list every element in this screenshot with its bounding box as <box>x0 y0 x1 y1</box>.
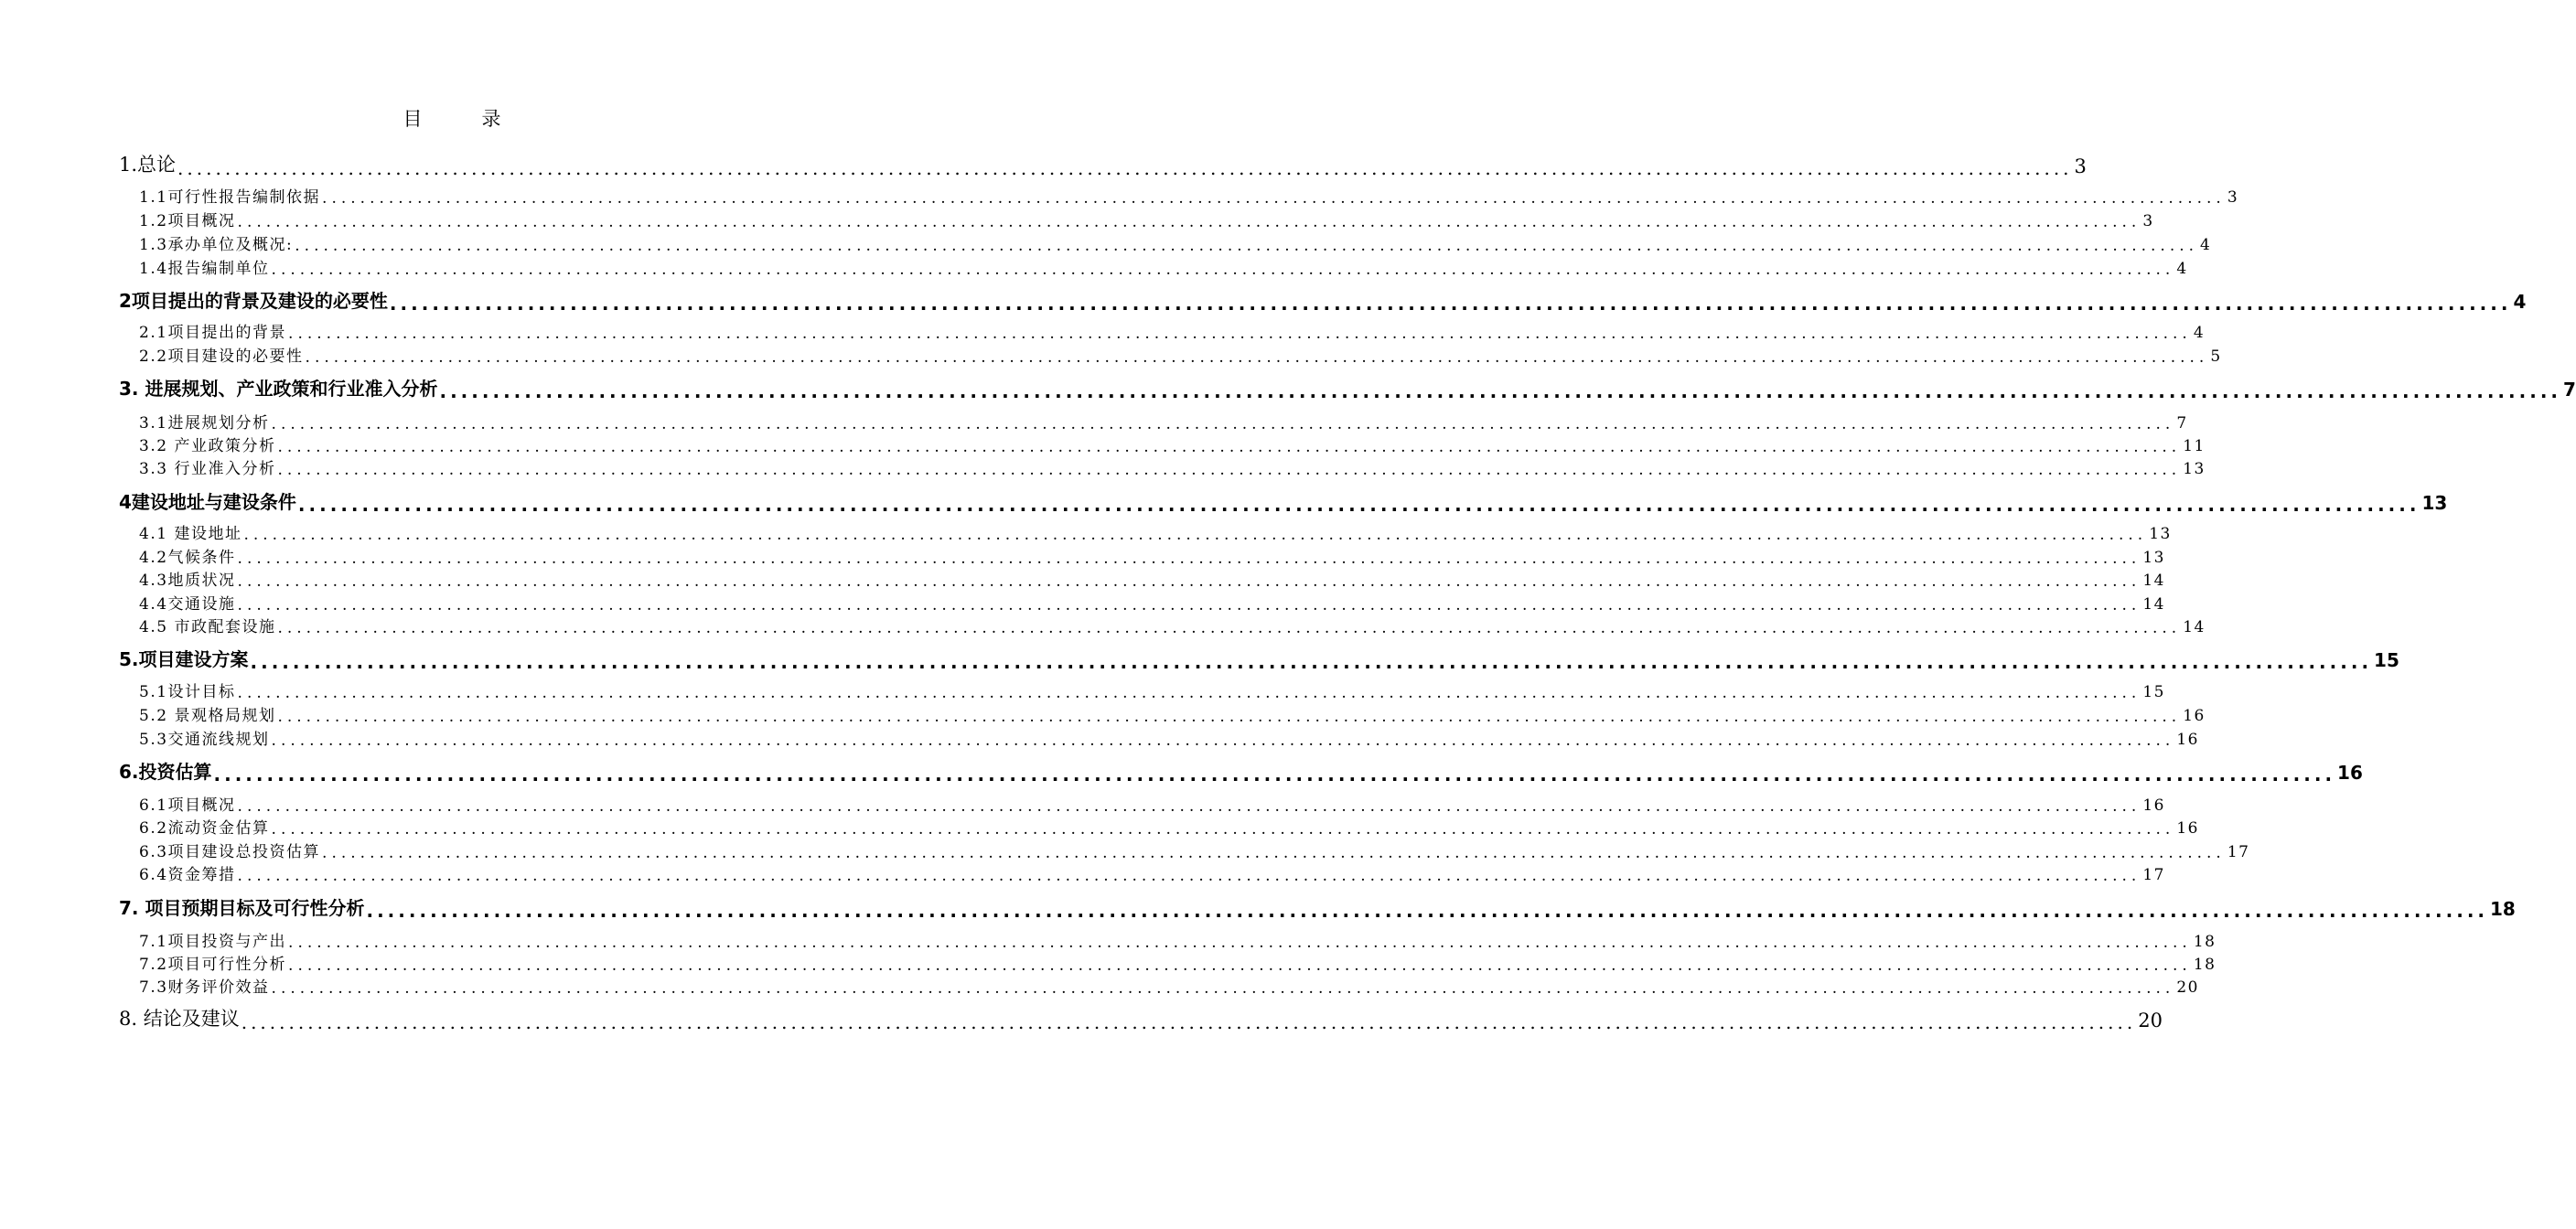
toc-dot-leader: ........................................................................................................................................................................................................ <box>243 526 2148 544</box>
toc-entry-label: 8. 结论及建议 <box>119 1008 240 1030</box>
toc-entry-label: 3.1进展规划分析 <box>139 414 270 433</box>
toc-page-number: 20 <box>2138 1010 2163 1031</box>
toc-page-number: 15 <box>2142 683 2165 701</box>
toc-chapter-entry[interactable] <box>119 287 2527 315</box>
toc-page-number: 7 <box>2563 379 2576 401</box>
toc-page-number: 13 <box>2183 460 2206 478</box>
toc-section-entry[interactable] <box>139 614 2206 637</box>
toc-entry-label: 5.2 景观格局规划 <box>139 707 276 725</box>
toc-entry-label: 1.3承办单位及概况: <box>139 236 294 254</box>
toc-dot-leader: ........................................................................................................................................................................................................ <box>366 900 2489 922</box>
toc-page-number: 4 <box>2176 260 2188 278</box>
toc-page-number: 16 <box>2142 796 2165 815</box>
toc-dot-leader: ........................................................................................................................................................................................................ <box>250 651 2373 673</box>
toc-entry-label: 2.2项目建设的必要性 <box>139 347 304 366</box>
toc-dot-leader: ........................................................................................................................................................................................................ <box>297 494 2420 516</box>
toc-dot-leader: ........................................................................................................................................................................................................ <box>389 293 2512 315</box>
toc-dot-leader: ........................................................................................................................................................................................................ <box>271 820 2175 839</box>
toc-page-number: 4 <box>2513 291 2527 313</box>
toc-section-entry[interactable] <box>139 975 2199 998</box>
toc-section-entry[interactable] <box>139 232 2212 255</box>
toc-entry-label: 7.3财务评价效益 <box>139 978 270 997</box>
toc-section-entry[interactable] <box>139 320 2206 343</box>
toc-dot-leader: ........................................................................................................................................................................................................ <box>277 438 2182 456</box>
toc-page-number: 18 <box>2490 898 2516 920</box>
toc-entry-label: 7.2项目可行性分析 <box>139 956 287 974</box>
toc-section-entry[interactable] <box>139 344 2222 367</box>
toc-dot-leader: ........................................................................................................................................................................................................ <box>288 325 2192 343</box>
toc-dot-leader: ........................................................................................................................................................................................................ <box>277 619 2182 637</box>
toc-page-number: 14 <box>2142 595 2165 614</box>
toc-dot-leader: ........................................................................................................................................................................................................ <box>237 572 2141 591</box>
toc-section-entry[interactable] <box>139 185 2239 208</box>
toc-dot-leader: ........................................................................................................................................................................................................ <box>288 934 2192 952</box>
toc-entry-label: 7. 项目预期目标及可行性分析 <box>119 897 365 919</box>
toc-page-number: 20 <box>2176 978 2199 997</box>
toc-dot-leader: ........................................................................................................................................................................................................ <box>305 348 2209 367</box>
toc-dot-leader: ........................................................................................................................................................................................................ <box>237 596 2141 614</box>
toc-dot-leader: ........................................................................................................................................................................................................ <box>271 979 2175 998</box>
toc-chapter-entry[interactable] <box>119 646 2399 673</box>
toc-entry-label: 1.总论 <box>119 154 177 176</box>
toc-section-entry[interactable] <box>139 592 2165 614</box>
toc-page-number: 16 <box>2337 762 2363 784</box>
toc-dot-leader: ........................................................................................................................................................................................................ <box>271 261 2175 279</box>
toc-section-entry[interactable] <box>139 862 2165 885</box>
toc-dot-leader: ........................................................................................................................................................................................................ <box>237 797 2141 816</box>
toc-entry-label: 6.投资估算 <box>119 761 212 783</box>
toc-section-entry[interactable] <box>139 929 2216 952</box>
toc-page-number: 14 <box>2183 618 2206 636</box>
toc-entry-label: 5.1设计目标 <box>139 683 236 701</box>
toc-page-number: 3 <box>2074 155 2087 177</box>
toc-page-number: 14 <box>2142 572 2165 590</box>
toc-dot-leader: ........................................................................................................................................................................................................ <box>237 550 2141 568</box>
toc-dot-leader: ........................................................................................................................................................................................................ <box>322 189 2226 208</box>
toc-section-entry[interactable] <box>139 411 2188 433</box>
toc-section-entry[interactable] <box>139 521 2172 544</box>
toc-page-number: 7 <box>2176 414 2188 433</box>
toc-page-number: 3 <box>2227 188 2239 207</box>
toc-chapter-entry[interactable] <box>119 758 2363 785</box>
toc-dot-leader: ........................................................................................................................................................................................................ <box>213 764 2336 785</box>
toc-entry-label: 4.2气候条件 <box>139 549 236 567</box>
toc-section-entry[interactable] <box>139 703 2206 726</box>
toc-section-entry[interactable] <box>139 679 2165 702</box>
toc-section-entry[interactable] <box>139 793 2165 816</box>
toc-chapter-entry[interactable] <box>119 488 2448 516</box>
toc-chapter-entry[interactable] <box>119 894 2516 922</box>
toc-dot-leader: ........................................................................................................................................................................................................ <box>295 237 2199 255</box>
toc-entry-label: 6.4资金筹措 <box>139 866 236 884</box>
toc-dot-leader: ........................................................................................................................................................................................................ <box>439 380 2562 402</box>
toc-heading: 目 录 <box>402 108 521 130</box>
toc-dot-leader: ........................................................................................................................................................................................................ <box>177 157 2073 179</box>
toc-page-number: 3 <box>2142 212 2154 230</box>
toc-dot-leader: ........................................................................................................................................................................................................ <box>237 867 2141 885</box>
toc-page-number: 16 <box>2176 731 2199 749</box>
toc-section-entry[interactable] <box>139 256 2188 279</box>
toc-page-number: 18 <box>2193 933 2216 951</box>
toc-chapter-entry[interactable] <box>119 152 2087 179</box>
toc-entry-label: 5.项目建设方案 <box>119 648 249 670</box>
toc-entry-label: 3.2 产业政策分析 <box>139 437 276 455</box>
toc-page-number: 13 <box>2142 549 2165 567</box>
toc-dot-leader: ........................................................................................................................................................................................................ <box>322 844 2226 862</box>
toc-dot-leader: ........................................................................................................................................................................................................ <box>271 732 2175 750</box>
toc-entry-label: 4.3地质状况 <box>139 572 236 590</box>
toc-chapter-entry[interactable] <box>119 375 2576 402</box>
toc-section-entry[interactable] <box>139 816 2199 839</box>
toc-entry-label: 4.4交通设施 <box>139 595 236 614</box>
toc-dot-leader: ........................................................................................................................................................................................................ <box>237 213 2141 231</box>
toc-page-number: 18 <box>2193 956 2216 974</box>
toc-page-number: 13 <box>2149 525 2172 543</box>
toc-entry-label: 3.3 行业准入分析 <box>139 460 276 478</box>
toc-entry-label: 7.1项目投资与产出 <box>139 933 287 951</box>
toc-entry-label: 5.3交通流线规划 <box>139 731 270 749</box>
toc-entry-label: 6.1项目概况 <box>139 796 236 815</box>
toc-section-entry[interactable] <box>139 568 2165 591</box>
toc-page-number: 13 <box>2421 492 2448 514</box>
toc-entry-label: 6.3项目建设总投资估算 <box>139 843 321 861</box>
toc-entry-label: 1.1可行性报告编制依据 <box>139 188 321 207</box>
toc-page-number: 17 <box>2142 866 2165 884</box>
toc-page-number: 4 <box>2193 324 2206 342</box>
toc-section-entry[interactable] <box>139 727 2199 750</box>
toc-section-entry[interactable] <box>139 433 2206 456</box>
toc-entry-label: 4建设地址与建设条件 <box>119 491 296 513</box>
toc-section-entry[interactable] <box>139 456 2206 479</box>
toc-chapter-entry[interactable] <box>119 1006 2163 1033</box>
toc-page-number: 15 <box>2374 649 2399 671</box>
toc-entry-label: 1.4报告编制单位 <box>139 260 270 278</box>
toc-dot-leader: ........................................................................................................................................................................................................ <box>277 708 2182 726</box>
toc-section-entry[interactable] <box>139 952 2216 975</box>
toc-page-number: 5 <box>2210 347 2222 366</box>
toc-page-number: 4 <box>2200 236 2212 254</box>
toc-page-number: 16 <box>2183 707 2206 725</box>
toc-section-entry[interactable] <box>139 208 2154 231</box>
toc-entry-label: 4.1 建设地址 <box>139 525 242 543</box>
toc-dot-leader: ........................................................................................................................................................................................................ <box>241 1011 2137 1033</box>
toc-section-entry[interactable] <box>139 839 2250 862</box>
toc-page-number: 16 <box>2176 819 2199 838</box>
toc-entry-label: 1.2项目概况 <box>139 212 236 230</box>
toc-entry-label: 4.5 市政配套设施 <box>139 618 276 636</box>
toc-dot-leader: ........................................................................................................................................................................................................ <box>271 415 2175 433</box>
toc-dot-leader: ........................................................................................................................................................................................................ <box>237 684 2141 702</box>
toc-entry-label: 3. 进展规划、产业政策和行业准入分析 <box>119 378 438 400</box>
toc-entry-label: 2.1项目提出的背景 <box>139 324 287 342</box>
toc-dot-leader: ........................................................................................................................................................................................................ <box>277 461 2182 479</box>
toc-section-entry[interactable] <box>139 545 2165 568</box>
toc-entry-label: 6.2流动资金估算 <box>139 819 270 838</box>
toc-dot-leader: ........................................................................................................................................................................................................ <box>288 956 2192 975</box>
toc-page-number: 17 <box>2227 843 2250 861</box>
toc-entry-label: 2项目提出的背景及建设的必要性 <box>119 290 388 312</box>
toc-page-number: 11 <box>2183 437 2206 455</box>
